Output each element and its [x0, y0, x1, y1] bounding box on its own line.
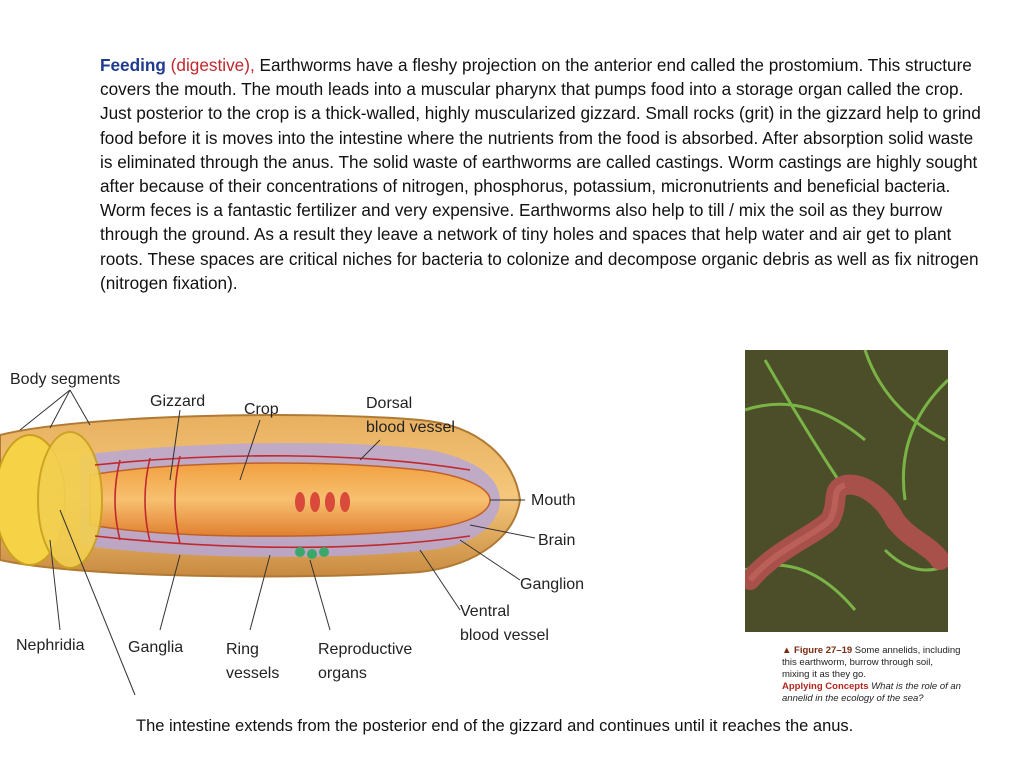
reproductive-organ	[319, 547, 329, 557]
label-brain: Brain	[538, 532, 576, 549]
earthworm-diagram-svg	[0, 340, 640, 700]
label-dorsal: Dorsal	[366, 395, 413, 412]
gizzard-ring	[310, 492, 320, 512]
reproductive-organ	[307, 549, 317, 559]
label-reproductive: Reproductive	[318, 641, 413, 658]
label-ganglion: Ganglion	[520, 576, 585, 593]
digestive-tract	[90, 463, 490, 536]
feeding-paragraph	[100, 53, 990, 295]
reproductive-organ	[295, 547, 305, 557]
label-ventral: Ventral	[460, 603, 510, 620]
label-nephridia: Nephridia	[16, 637, 85, 654]
label-ring: Ring	[226, 641, 259, 658]
earthworm-anatomy-diagram	[0, 340, 640, 700]
triangle-icon: ▲	[782, 645, 792, 656]
label-dorsal-vessel: blood vessel	[366, 419, 455, 436]
figure-label: Figure 27–19	[794, 645, 853, 656]
figure-text: Some annelids, including this earthworm, burrow through soil, mixing it as they go.	[782, 645, 961, 680]
applying-concepts: Applying Concepts	[782, 681, 869, 692]
paragraph-body: Earthworms have a fleshy projection on the anterior end called the prostomium. This structure covers the mouth. The mouth leads into a muscular pharynx that pumps food into a storage organ called the crop. Just posterior to the crop is a thick-walled, highly muscularized gizzard. Small rocks (grit) in the gizzard help to grind food before it is moves into the intestine where the nutrients from the food is absorbed. After absorption solid waste is eliminated through the anus. The solid waste of earthworms are called castings. Worm castings are highly sought after because of their concentrations of nitrogen, phosphorus, potassium, micronutrients and beneficial bacteria. Worm feces is a fantastic fertilizer and very expensive. Earthworms also help to till / mix the soil as they burrow through the ground. As a result they leave a network of tiny holes and spaces that help water and air get to plant roots. These spaces are critical niches for bacteria to colonize and decompose organic debris as well as fix nitrogen (nitrogen fixation).	[100, 55, 981, 293]
paragraph-heading: Feeding	[100, 55, 166, 75]
label-ventral-vessel: blood vessel	[460, 627, 549, 644]
label-mouth: Mouth	[531, 492, 576, 509]
posterior-segment	[38, 432, 102, 568]
label-body-segments: Body segments	[10, 371, 121, 388]
label-crop: Crop	[244, 401, 279, 418]
figure-question: What is the role of an annelid in the ecology of the sea?	[782, 681, 961, 704]
gizzard-ring	[295, 492, 305, 512]
gizzard-ring	[340, 492, 350, 512]
paragraph-subheading: (digestive),	[170, 55, 255, 75]
label-reproductive-organs: organs	[318, 665, 367, 682]
label-ganglia: Ganglia	[128, 639, 184, 656]
gizzard-ring	[325, 492, 335, 512]
intestine-note: The intestine extends from the posterior end of the gizzard and continues until it reaches the anus.	[136, 717, 854, 735]
label-gizzard: Gizzard	[150, 393, 206, 410]
earthworm-photo	[745, 350, 948, 632]
figure-caption	[782, 645, 962, 705]
label-ring-vessels: vessels	[226, 665, 280, 682]
earthworm-photo-svg	[745, 350, 948, 632]
